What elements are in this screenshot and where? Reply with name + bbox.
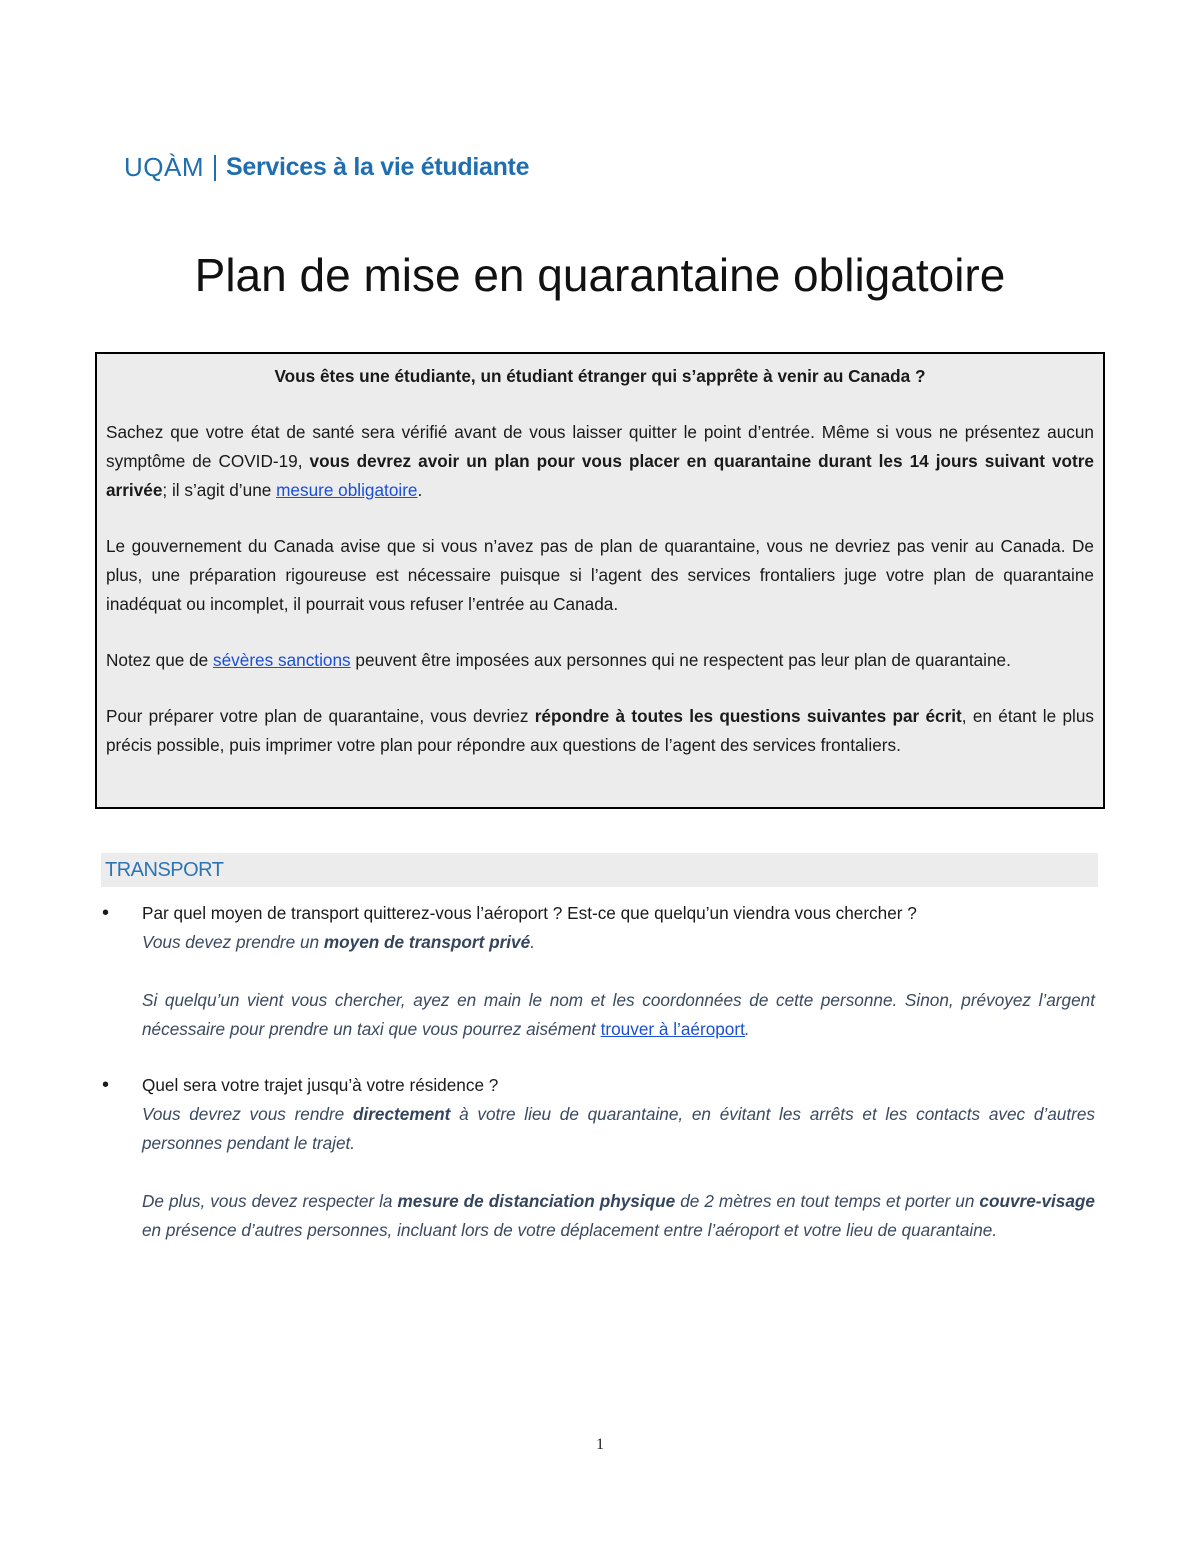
info-text: peuvent être imposées aux personnes qui ne respectent pas leur plan de quarantaine. [350, 650, 1011, 670]
answer-bold: couvre-visage [979, 1191, 1095, 1211]
answer-text [142, 928, 1095, 957]
answer-text [142, 1187, 1095, 1245]
list-item [100, 899, 1095, 1044]
uqam-logo [124, 152, 529, 183]
link-trouver-aeroport[interactable]: trouver à l’aéroport [600, 1019, 745, 1039]
logo-service-name: Services à la vie étudiante [226, 153, 530, 181]
answer-span: en présence d’autres personnes, incluant lors de votre déplacement entre l’aéroport et votre lieu de quarantaine. [142, 1220, 998, 1240]
answer-span: Si quelqu’un vient vous chercher, ayez en main le nom et les coordonnées de cette personne. Sinon, prévoyez l’argent nécessaire pour prendre un taxi que vous pourrez aisément [142, 990, 1095, 1039]
answer-span: à votre lieu de quarantaine, en évitant les arrêts et les contacts avec d’autres personnes pendant le trajet. [142, 1104, 1095, 1153]
section-heading-transport: TRANSPORT [101, 853, 1098, 887]
logo-brand: UQÀM [124, 152, 204, 182]
answer-bold: moyen de transport privé [323, 932, 531, 952]
info-paragraph-sanctions [106, 646, 1094, 675]
answer-span: . [530, 932, 535, 952]
answer-span: . [744, 1019, 750, 1039]
info-text: ; il s’agit d’une [162, 480, 277, 500]
transport-question-list [100, 899, 1095, 1272]
info-bold-text: répondre à toutes les questions suivantes par écrit [534, 706, 962, 726]
answer-span: de 2 mètres en tout temps et porter un [675, 1191, 980, 1211]
answer-bold: mesure de distanciation physique [397, 1191, 676, 1211]
question-text: Par quel moyen de transport quitterez-vous l’aéroport ? Est-ce que quelqu’un viendra vous chercher ? [142, 903, 917, 923]
page-number: 1 [596, 1436, 604, 1453]
link-severes-sanctions[interactable]: sévères sanctions [213, 650, 351, 670]
answer-text [142, 986, 1095, 1044]
answer-span: Vous devez prendre un [142, 932, 324, 952]
info-box-heading: Vous êtes une étudiante, un étudiant étranger qui s’apprête à venir au Canada ? [274, 366, 926, 386]
list-item [100, 1071, 1095, 1245]
info-bold-text: vous devrez avoir un plan pour vous placer en quarantaine durant les 14 jours suivant votre arrivée [106, 451, 1094, 500]
info-text: Sachez que votre état de santé sera vérifié avant de vous laisser quitter le point d’entrée. Même si vous ne présentez aucun symptôme de COVID-19, [106, 422, 1094, 471]
info-box [95, 352, 1105, 809]
answer-text [142, 1100, 1095, 1158]
info-paragraph-health-check [106, 418, 1094, 505]
link-mesure-obligatoire[interactable]: mesure obligatoire [276, 480, 418, 500]
question-text: Quel sera votre trajet jusqu’à votre résidence ? [142, 1075, 499, 1095]
info-paragraph-government: Le gouvernement du Canada avise que si vous n’avez pas de plan de quarantaine, vous ne devriez pas venir au Canada. De plus, une préparation rigoureuse est nécessaire puisque si l’agent des services frontaliers juge votre plan de quarantaine inadéquat ou incomplet, il pourrait vous refuser l’entrée au Canada. [106, 536, 1094, 614]
logo-separator [214, 155, 216, 181]
info-paragraph-prepare [106, 702, 1094, 760]
answer-span: De plus, vous devez respecter la [142, 1191, 398, 1211]
answer-span: Vous devrez vous rendre [142, 1104, 353, 1124]
info-text: Pour préparer votre plan de quarantaine, vous devriez [106, 706, 535, 726]
info-text: Notez que de [106, 650, 214, 670]
info-text: , en étant le plus précis possible, puis imprimer votre plan pour répondre aux questions de l’agent des services frontaliers. [106, 706, 1094, 755]
bullet-icon: • [102, 1074, 110, 1096]
page-title: Plan de mise en quarantaine obligatoire [194, 249, 1006, 301]
answer-bold: directement [352, 1104, 451, 1124]
bullet-icon: • [102, 902, 110, 924]
info-text: . [417, 480, 423, 500]
